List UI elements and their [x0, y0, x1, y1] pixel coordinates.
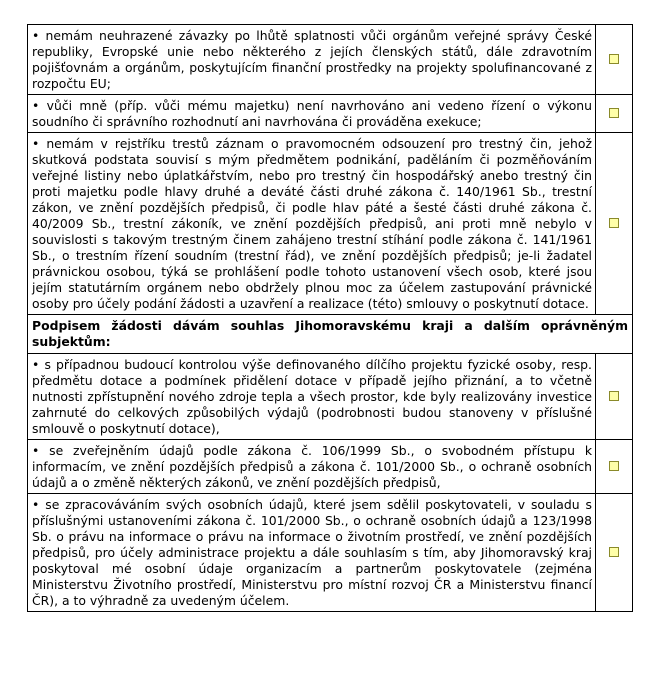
declaration-text: • nemám neuhrazené závazky po lhůtě splatnosti vůči orgánům veřejné správy České republiky, Evropské unie nebo některého z jejích členských států, dále zdravotním pojišťovnám a orgánům, poskytujícím finanční prostředky na projekty spolufinancované z rozpočtu EU;: [28, 25, 596, 95]
checkbox-cell: [596, 440, 633, 494]
table-row: [28, 25, 633, 95]
checkbox[interactable]: [609, 108, 619, 118]
checkbox-cell: [596, 354, 633, 440]
declaration-text: • s případnou budoucí kontrolou výše definovaného dílčího projektu fyzické osoby, resp. předmětu dotace a podmínek přidělení dotace v případě jejího přiznání, a to včetně nutnosti zpřístupnění nového zdroje tepla a všech prostor, kde byly realizovány investice zahrnuté do celkových způsobilých výdajů (podrobnosti budou stanoveny v příslušné smlouvě o poskytnutí dotace),: [28, 354, 596, 440]
table-row: [28, 354, 633, 440]
consent-heading: Podpisem žádosti dávám souhlas Jihomoravskému kraji a dalším oprávněným subjektům:: [28, 315, 633, 354]
declaration-text: • se zveřejněním údajů podle zákona č. 106/1999 Sb., o svobodném přístupu k informacím, ve znění pozdějších předpisů a zákona č. 101/2000 Sb., o ochraně osobních údajů a o změně některých zákonů, ve znění pozdějších předpisů,: [28, 440, 596, 494]
checkbox[interactable]: [609, 461, 619, 471]
declaration-table: [27, 24, 633, 612]
declaration-text: • vůči mně (příp. vůči mému majetku) není navrhováno ani vedeno řízení o výkonu soudního či správního rozhodnutí ani navrhována či prováděna exekuce;: [28, 95, 596, 133]
checkbox[interactable]: [609, 391, 619, 401]
table-row: [28, 315, 633, 354]
declaration-text: • nemám v rejstříku trestů záznam o pravomocném odsouzení pro trestný čin, jehož skutková podstata souvisí s mým předmětem podnikání, paděláním či pozměňováním veřejné listiny nebo úplatkářstvím, nebo pro trestný čin hospodářský anebo trestný čin proti majetku podle hlavy druhé a deváté části druhé zákona č. 140/1961 Sb., trestní zákon, ve znění pozdějších předpisů, či podle hlav páté a šesté části druhé zákona č. 40/2009 Sb., trestní zákoník, ve znění pozdějších předpisů, ani proti mně nebylo v souvislosti s takovým trestným činem zahájeno trestní stíhání podle zákona č. 141/1961 Sb., o trestním řízení soudním (trestní řád), ve znění pozdějších předpisů; je-li žadatel právnickou osobou, týká se prohlášení podle tohoto ustanovení všech osob, které jsou jejím statutárním orgánem nebo obdržely plnou moc za účelem zastupování právnické osoby pro účely podání žádosti a uzavření a realizace (této) smlouvy o poskytnutí dotace.: [28, 133, 596, 315]
checkbox-cell: [596, 25, 633, 95]
declaration-text: • se zpracováváním svých osobních údajů, které jsem sdělil poskytovateli, v souladu s příslušnými ustanoveními zákona č. 101/2000 Sb., o ochraně osobních údajů a 123/1998 Sb. o právu na informace o právu na informace o životním prostředí, ve znění pozdějších předpisů, pro účely administrace projektu a dále souhlasím s tím, aby Jihomoravský kraj poskytoval mé osobní údaje organizacím a partnerům poskytovatele (zejména Ministerstvu Životního prostředí, Ministerstvu pro místní rozvoj ČR a Ministerstvu financí ČR), a to výhradně za uvedeným účelem.: [28, 494, 596, 612]
table-row: [28, 133, 633, 315]
checkbox[interactable]: [609, 218, 619, 228]
checkbox[interactable]: [609, 547, 619, 557]
table-row: [28, 440, 633, 494]
checkbox-cell: [596, 95, 633, 133]
checkbox[interactable]: [609, 54, 619, 64]
checkbox-cell: [596, 133, 633, 315]
table-row: [28, 95, 633, 133]
checkbox-cell: [596, 494, 633, 612]
table-row: [28, 494, 633, 612]
declaration-sheet: [27, 24, 633, 612]
